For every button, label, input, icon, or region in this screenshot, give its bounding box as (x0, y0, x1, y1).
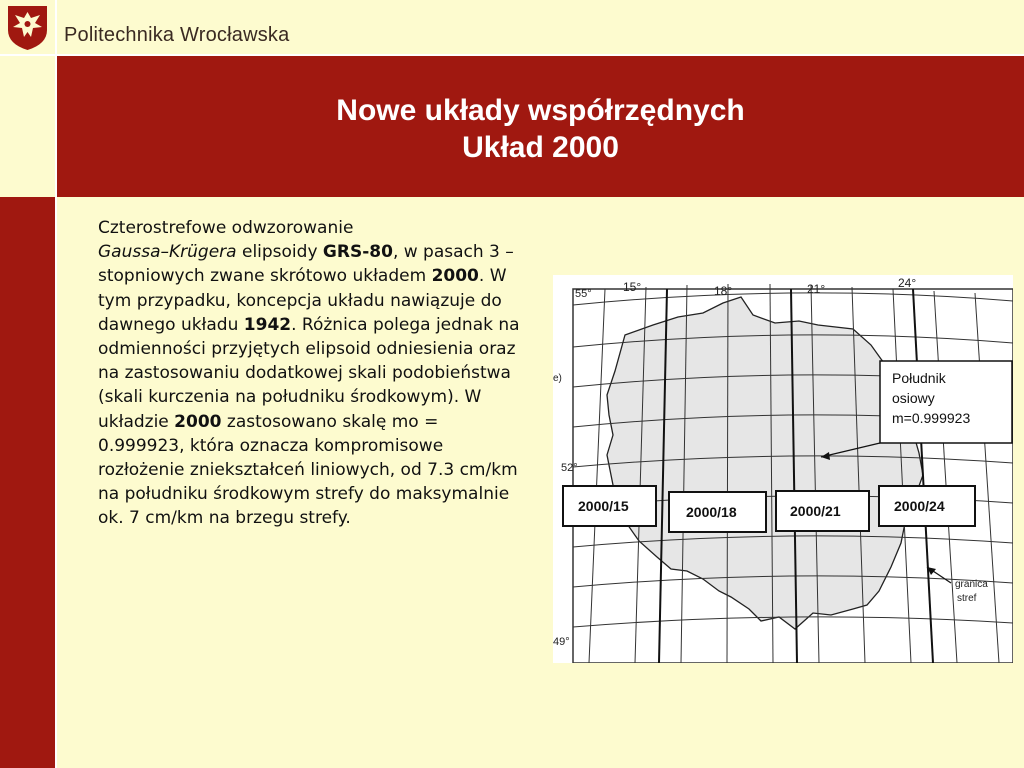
lon-label-15: 15° (623, 280, 642, 294)
body-text-1: Czterostrefowe odwzorowanie (98, 218, 354, 238)
lon-label-21: 21° (807, 282, 826, 296)
border-label-line-2: stref (957, 593, 977, 604)
body-text-10: 2000 (174, 411, 222, 432)
body-text-5: , w pasach 3 – stopniowych zwane skrótowo układem (98, 242, 514, 287)
body-text-6: 2000 (431, 266, 479, 287)
map-svg (553, 275, 1013, 663)
horizontal-divider (0, 54, 1024, 56)
body-text-9: . Różnica polega jednak na odmienności przyjętych elipsoid odniesienia oraz na zastosowaniu dodatkowej skali podobieństwa (skali kurczenia na południku środkowym). W układzie (98, 314, 520, 432)
body-text-2: Gaussa–Krügera (98, 242, 237, 263)
university-name: Politechnika Wrocławska (64, 24, 290, 46)
callout-line-2: osiowy (892, 390, 935, 406)
lat-label-top: 55° (575, 288, 592, 300)
body-text-3: elipsoidy (236, 242, 323, 263)
body-text-11: zastosowano skalę mo = 0.999923, która oznacza kompromisowe rozłożenie zniekształceń liniowych, od 7.3 cm/km na południku środkowym strefy do maksymalnie ok. 7 cm/km na brzegu strefy. (98, 411, 518, 529)
zone-label-18: 2000/18 (686, 504, 737, 520)
university-logo (0, 0, 55, 54)
title-line-1: Nowe układy współrzędnych (336, 94, 745, 127)
eagle-emblem-icon (0, 0, 55, 54)
callout-line-3: m=0.999923 (892, 410, 971, 426)
body-paragraph (98, 216, 526, 531)
lon-label-24: 24° (898, 276, 917, 290)
edge-mark: e) (553, 373, 562, 384)
left-accent-stripe (0, 197, 55, 768)
body-text-7: . W tym przypadku, koncepcja układu nawiązuje do dawnego układu (98, 266, 507, 335)
zones-map (553, 275, 1013, 663)
slide-title (57, 92, 1024, 166)
lon-label-18: 18° (714, 284, 733, 298)
zone-label-24: 2000/24 (894, 498, 945, 514)
border-label-line-1: granica (955, 579, 988, 590)
zone-label-21: 2000/21 (790, 503, 841, 519)
callout-line-1: Południk (892, 370, 946, 386)
title-line-2: Układ 2000 (462, 131, 619, 164)
body-text-4: GRS-80 (322, 242, 393, 263)
lat-label-bottom: 49° (553, 636, 570, 648)
body-text-8: 1942 (243, 314, 292, 335)
lat-label-mid: 52° (561, 462, 578, 474)
zone-label-15: 2000/15 (578, 498, 629, 514)
